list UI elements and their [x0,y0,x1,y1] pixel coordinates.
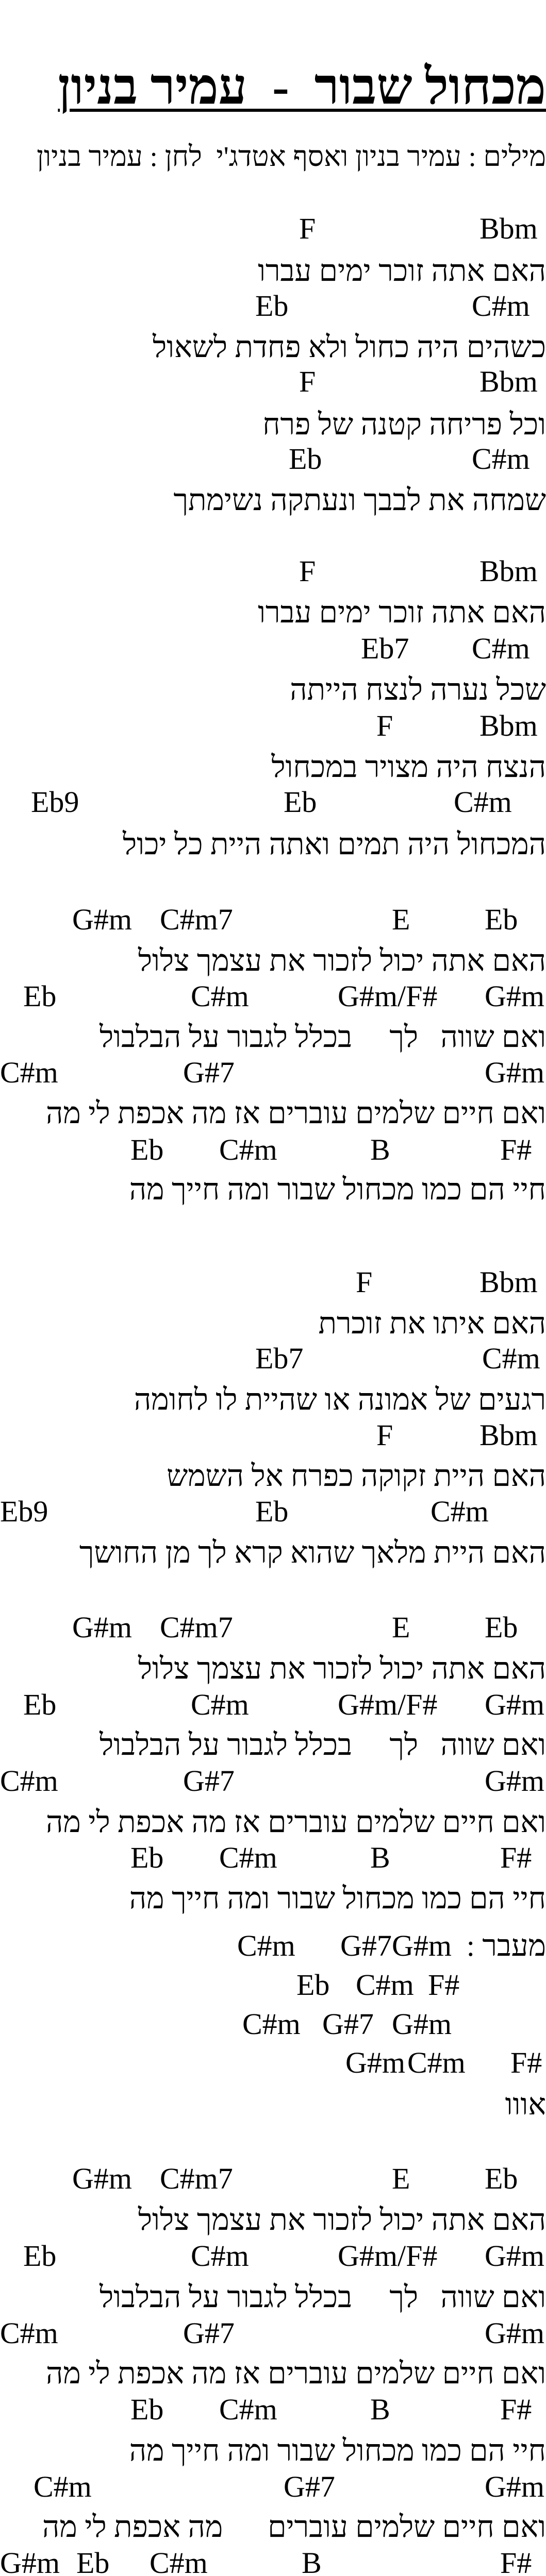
chord-symbol: Eb [289,442,322,476]
chord-symbol: G#m [485,979,544,1013]
chord-symbol: Eb [485,903,518,936]
song-title: מכחול שבור - עמיר בניון [58,59,546,115]
chord-symbol: Bbm [479,709,538,742]
chord-symbol: C#m [0,1056,58,1089]
chord-symbol: G#m [392,1929,452,1962]
chord-symbol: G#7 [322,2007,374,2041]
chord-symbol: Eb7 [361,632,409,665]
chord-symbol: C#m [219,2393,277,2426]
lyric-line: ואם שווה לך בכלל לגבור על הבלבול [99,1020,546,1054]
chord-symbol: E [392,903,410,936]
bridge-label: מעבר : [466,1929,546,1962]
chord-symbol: C#m [454,785,512,819]
chord-symbol: B [302,2546,322,2576]
lyric-line: האם איתו את זוכרת [318,1307,546,1340]
chord-symbol: Eb [130,2393,164,2426]
lyric-line: חיי הם כמו מכחול שבור ומה חייך מה [129,1173,546,1206]
chord-symbol: C#m [407,2046,466,2079]
song-credits: מילים : עמיר בניון ואסף אטדג'י לחן : עמיר בניון [36,141,546,172]
lyric-line: וכל פריחה קטנה של פרח [262,408,546,441]
lyric-line: חיי הם כמו מכחול שבור ומה חייך מה [129,2434,546,2467]
chord-symbol: F# [500,1841,532,1874]
chord-symbol: G#m [0,2546,60,2576]
chord-symbol: C#m [356,1968,414,2002]
chord-symbol: F# [510,2046,542,2079]
chord-symbol: C#m [237,1929,295,1962]
chord-symbol: F [376,709,393,742]
chord-symbol: G#7 [183,1056,235,1089]
lyric-line: ואם שווה לך בכלל לגבור על הבלבול [99,1728,546,1761]
lyric-line: שכל נערה לנצח הייתה [290,673,546,706]
lyric-line: ואם שווה לך בכלל לגבור על הבלבול [99,2280,546,2314]
chord-symbol: G#m/F# [338,2239,438,2273]
lyric-line: האם אתה זוכר ימים עברו [258,596,546,629]
chord-symbol: C#m [191,1688,249,1721]
chord-symbol: C#m [0,2316,58,2350]
chord-symbol: C#m [191,2239,249,2273]
chord-symbol: F [299,554,316,588]
lyric-line: האם היית מלאך שהוא קרא לך מן החושך [79,1536,546,1569]
chord-symbol: C#m7 [160,2162,233,2195]
chord-symbol: Eb [76,2546,110,2576]
chord-symbol: G#m [345,2046,405,2079]
chord-symbol: Bbm [479,1265,538,1299]
chord-symbol: Eb7 [255,1342,304,1375]
chord-symbol: Eb [23,2239,57,2273]
chord-symbol: G#m [72,1611,132,1644]
chord-symbol: G#m [485,1056,544,1089]
lyric-line: חיי הם כמו מכחול שבור ומה חייך מה [129,1882,546,1915]
lyric-line: הנצח היה מצויר במכחול [271,750,546,784]
chord-symbol: Eb [130,1133,164,1166]
chord-symbol: F [376,1418,393,1452]
chord-symbol: C#m [472,442,530,476]
chord-symbol: F [299,212,316,245]
lyric-line: האם היית זקוקה כפרח אל השמש [167,1459,546,1493]
chord-symbol: G#m [485,1688,544,1721]
chord-symbol: F [356,1265,373,1299]
chord-symbol: C#m [219,1841,277,1874]
chord-symbol: G#m [485,2316,544,2350]
chord-symbol: G#7 [284,2470,335,2503]
lyric-line: האם אתה יכול לזכור את עצמך צלול [138,1652,546,1685]
chord-symbol: C#m [431,1495,489,1528]
lyric-line: האם אתה זוכר ימים עברו [258,254,546,287]
chord-symbol: G#m/F# [338,1688,438,1721]
chord-symbol: Eb [296,1968,330,2002]
chord-symbol: B [370,2393,390,2426]
lyric-line: האם אתה יכול לזכור את עצמך צלול [138,944,546,977]
chord-symbol: Eb [23,1688,57,1721]
lyric-line: ואם חיים שלמים עוברים אז מה אכפת לי מה [46,1096,546,1130]
chord-symbol: G#m [72,2162,132,2195]
lyric-line: רגעים של אמונה או שהיית לו לחומה [134,1383,546,1416]
chord-symbol: G#m [485,2239,544,2273]
lyric-line: ואם חיים שלמים עוברים אז מה אכפת לי מה [46,2357,546,2390]
chord-symbol: C#m [482,1342,540,1375]
chord-symbol: Eb [485,2162,518,2195]
chord-symbol: F# [428,1968,460,2002]
chord-symbol: C#m [0,1764,58,1798]
chord-symbol: G#7 [183,2316,235,2350]
chord-symbol: G#m [485,1764,544,1798]
chord-symbol: E [392,1611,410,1644]
chord-symbol: Bbm [479,554,538,588]
lyric-line: אווו [505,2088,546,2121]
lyric-line: ואם חיים שלמים עוברים מה אכפת לי מה [42,2510,546,2544]
lyric-line: האם אתה יכול לזכור את עצמך צלול [138,2203,546,2236]
lyric-line: המכחול היה תמים ואתה היית כל יכול [122,827,546,861]
chord-symbol: F# [500,2546,532,2576]
chord-symbol: G#m [392,2007,452,2041]
chord-symbol: Bbm [479,1418,538,1452]
chord-symbol: B [370,1133,390,1166]
chord-symbol: C#m [34,2470,92,2503]
chord-symbol: G#m [485,2470,544,2503]
chord-symbol: C#m7 [160,1611,233,1644]
chord-symbol: C#m [472,632,530,665]
chord-symbol: G#7 [340,1929,392,1962]
chord-symbol: G#m [72,903,132,936]
chord-symbol: F [299,365,316,398]
chord-symbol: Eb9 [0,1495,48,1528]
chord-symbol: C#m [242,2007,301,2041]
chord-symbol: G#m/F# [338,979,438,1013]
chord-symbol: G#7 [183,1764,235,1798]
chord-symbol: Eb9 [31,785,79,819]
chord-symbol: C#m [219,1133,277,1166]
chord-symbol: Eb [255,289,289,323]
chord-symbol: Bbm [479,212,538,245]
chord-symbol: C#m [150,2546,208,2576]
chord-symbol: Eb [485,1611,518,1644]
chord-symbol: Eb [23,979,57,1013]
chord-symbol: B [370,1841,390,1874]
chord-symbol: Bbm [479,365,538,398]
lyric-line: ואם חיים שלמים עוברים אז מה אכפת לי מה [46,1805,546,1839]
lyric-line: כשהים היה כחול ולא פחדת לשאול [153,330,546,364]
chord-symbol: C#m7 [160,903,233,936]
chord-symbol: E [392,2162,410,2195]
chord-symbol: C#m [191,979,249,1013]
chord-symbol: F# [500,2393,532,2426]
lyric-line: שמחה את לבבך ונעתקה נשימתך [173,483,546,517]
chord-symbol: Eb [255,1495,289,1528]
chord-symbol: C#m [472,289,530,323]
chord-symbol: F# [500,1133,532,1166]
chord-symbol: Eb [130,1841,164,1874]
chord-symbol: Eb [284,785,317,819]
